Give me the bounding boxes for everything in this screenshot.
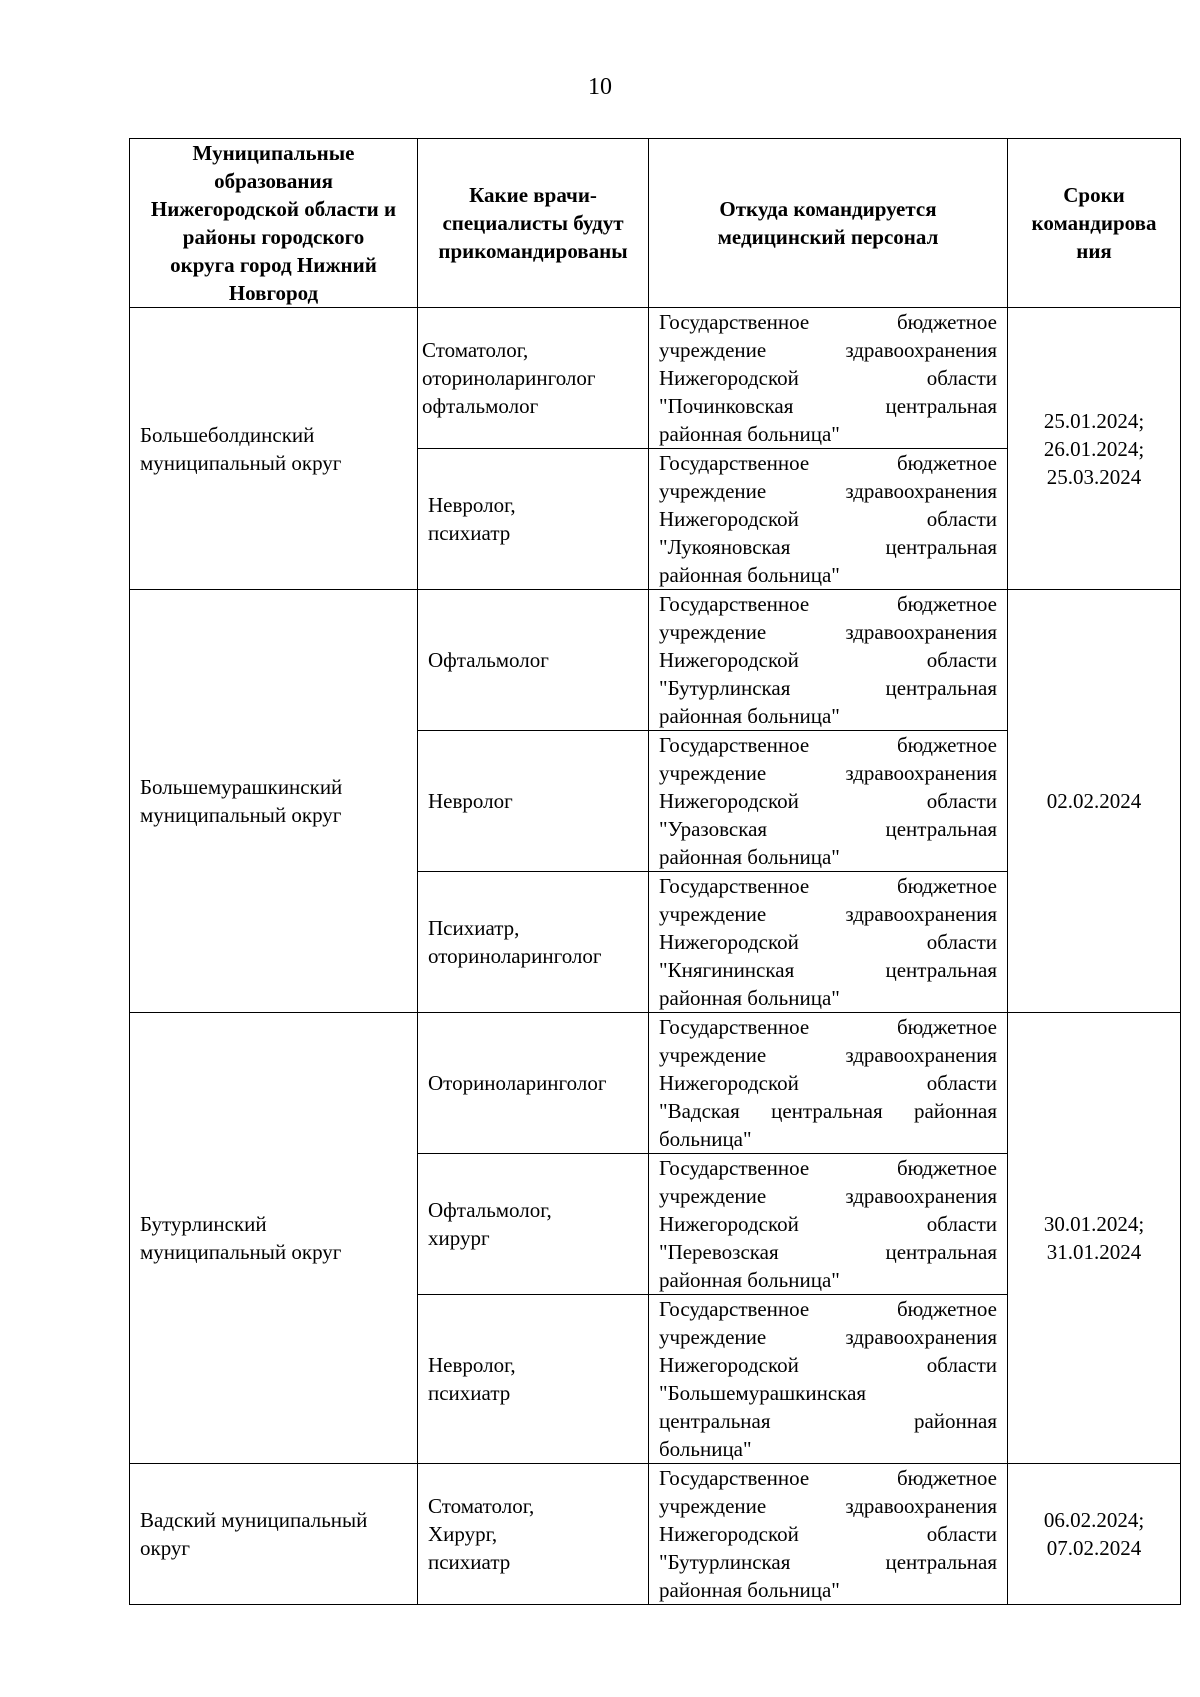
header-line: Сроки: [1063, 183, 1125, 207]
header-line: Какие врачи-: [469, 183, 597, 207]
origin-cell: [649, 731, 1008, 872]
date-line: 25.01.2024;: [1043, 408, 1145, 433]
origin-line: центральная районная: [659, 1409, 997, 1433]
header-line: образования: [214, 169, 333, 193]
specialists-cell: [418, 1464, 649, 1605]
specialists-cell: [418, 1295, 649, 1464]
date-line: 26.01.2024;: [1043, 436, 1145, 461]
header-line: Муниципальные: [192, 141, 355, 165]
origin-line: Нижегородской области: [659, 1212, 997, 1236]
header-line: медицинский персонал: [717, 225, 939, 249]
district-cell: [130, 1464, 418, 1605]
specialist-line: Стоматолог,: [422, 338, 529, 362]
origin-line: Государственное бюджетное: [659, 592, 997, 616]
origin-line: районная больница": [659, 1578, 840, 1602]
origin-line: Государственное бюджетное: [659, 874, 997, 898]
origin-cell: [649, 308, 1008, 449]
origin-line: учреждение здравоохранения: [659, 902, 997, 926]
specialists-cell: [418, 1154, 649, 1295]
page-number: 10: [588, 74, 612, 100]
origin-line: "Уразовская центральная: [659, 817, 997, 841]
header-line: ния: [1076, 239, 1112, 263]
header-line: Нижегородской области и: [150, 197, 397, 221]
header-dates: [1008, 139, 1181, 308]
origin-line: Государственное бюджетное: [659, 451, 997, 475]
origin-line: Государственное бюджетное: [659, 1156, 997, 1180]
origin-cell: [649, 590, 1008, 731]
district-cell: [130, 308, 418, 590]
table-row: [130, 590, 1181, 731]
origin-line: районная больница": [659, 563, 840, 587]
origin-line: Нижегородской области: [659, 366, 997, 390]
origin-line: учреждение здравоохранения: [659, 1184, 997, 1208]
header-origin: [649, 139, 1008, 308]
origin-line: районная больница": [659, 986, 840, 1010]
origin-cell: [649, 1295, 1008, 1464]
specialist-line: Невролог,: [428, 493, 516, 517]
table-header-row: [130, 139, 1181, 308]
specialist-line: Невролог: [428, 789, 513, 813]
district-name-line: Бутурлинский: [140, 1212, 267, 1236]
origin-line: "Починковская центральная: [659, 394, 997, 418]
table-body: [130, 308, 1181, 1605]
header-line: районы городского: [182, 225, 365, 249]
specialists-cell: [418, 731, 649, 872]
specialists-cell: [418, 308, 649, 449]
origin-line: "Княгининская центральная: [659, 958, 997, 982]
date-line: 06.02.2024;: [1043, 1508, 1145, 1532]
header-district: [130, 139, 418, 308]
origin-line: Нижегородской области: [659, 507, 997, 531]
origin-line: Нижегородской области: [659, 1353, 997, 1377]
origin-line: "Бутурлинская центральная: [659, 676, 997, 700]
dates-cell: [1008, 1464, 1181, 1605]
origin-line: Государственное бюджетное: [659, 1015, 997, 1039]
origin-line: больница": [659, 1437, 752, 1461]
origin-cell: [649, 449, 1008, 590]
specialist-line: Стоматолог,: [428, 1494, 535, 1518]
specialist-line: психиатр: [428, 1381, 511, 1405]
origin-line: Нижегородской области: [659, 930, 997, 954]
specialist-line: Офтальмолог: [428, 648, 549, 672]
origin-line: больница": [659, 1127, 752, 1151]
specialist-line: хирург: [428, 1226, 490, 1250]
district-name-line: округ: [140, 1536, 191, 1560]
origin-line: Нижегородской области: [659, 789, 997, 813]
district-name-line: Вадский муниципальный: [140, 1508, 368, 1532]
origin-line: учреждение здравоохранения: [659, 761, 997, 785]
origin-cell: [649, 872, 1008, 1013]
origin-line: Нижегородской области: [659, 1071, 997, 1095]
district-name-line: муниципальный округ: [140, 1240, 342, 1264]
origin-line: учреждение здравоохранения: [659, 1043, 997, 1067]
specialists-cell: [418, 1013, 649, 1154]
specialist-line: Хирург,: [428, 1522, 498, 1546]
date-line: 30.01.2024;: [1043, 1212, 1145, 1236]
specialists-cell: [418, 872, 649, 1013]
specialist-line: Офтальмолог,: [428, 1198, 552, 1222]
origin-line: учреждение здравоохранения: [659, 479, 997, 503]
specialist-line: оториноларинголог: [428, 944, 602, 968]
specialist-line: оториноларинголог: [422, 366, 596, 390]
dates-cell: [1008, 1013, 1181, 1464]
origin-line: "Перевозская центральная: [659, 1240, 997, 1264]
date-line: 07.02.2024: [1046, 1536, 1142, 1560]
origin-line: учреждение здравоохранения: [659, 338, 997, 362]
header-line: Новгород: [228, 281, 319, 305]
assignment-table: [129, 138, 1181, 1605]
origin-line: Нижегородской области: [659, 1522, 997, 1546]
district-name-line: муниципальный округ: [140, 450, 342, 475]
dates-cell: [1008, 590, 1181, 1013]
origin-cell: [649, 1464, 1008, 1605]
header-line: командирова: [1031, 211, 1157, 235]
date-line: 31.01.2024: [1046, 1240, 1142, 1264]
header-line: специалисты будут: [442, 211, 624, 235]
header-line: Откуда командируется: [719, 197, 937, 221]
origin-line: районная больница": [659, 422, 840, 446]
origin-line: "Лукояновская центральная: [659, 535, 997, 559]
origin-line: Государственное бюджетное: [659, 1466, 997, 1490]
origin-line: Нижегородской области: [659, 648, 997, 672]
origin-line: учреждение здравоохранения: [659, 1325, 997, 1349]
specialist-line: Невролог,: [428, 1353, 516, 1377]
origin-line: районная больница": [659, 704, 840, 728]
specialist-line: Оториноларинголог: [428, 1071, 607, 1095]
origin-line: Государственное бюджетное: [659, 1297, 997, 1321]
table-row: [130, 1464, 1181, 1605]
district-name-line: муниципальный округ: [140, 803, 342, 827]
specialists-cell: [418, 449, 649, 590]
district-cell: [130, 1013, 418, 1464]
origin-cell: [649, 1154, 1008, 1295]
origin-line: "Бутурлинская центральная: [659, 1550, 997, 1574]
date-line: 25.03.2024: [1046, 464, 1142, 489]
district-name-line: Большемурашкинский: [140, 775, 343, 799]
origin-line: учреждение здравоохранения: [659, 1494, 997, 1518]
origin-line: "Большемурашкинская: [659, 1381, 867, 1405]
header-specialists: [418, 139, 649, 308]
origin-line: районная больница": [659, 845, 840, 869]
table-row: [130, 308, 1181, 449]
specialists-cell: [418, 590, 649, 731]
specialist-line: Психиатр,: [428, 916, 520, 940]
district-cell: [130, 590, 418, 1013]
origin-line: "Вадская центральная районная: [659, 1099, 997, 1123]
origin-line: районная больница": [659, 1268, 840, 1292]
origin-line: учреждение здравоохранения: [659, 620, 997, 644]
dates-cell: [1008, 308, 1181, 590]
specialist-line: психиатр: [428, 1550, 511, 1574]
origin-line: Государственное бюджетное: [659, 310, 997, 334]
header-line: прикомандированы: [438, 239, 628, 263]
district-name-line: Большеболдинский: [140, 422, 315, 447]
table-row: [130, 1013, 1181, 1154]
header-line: округа город Нижний: [170, 253, 377, 277]
specialist-line: офтальмолог: [422, 394, 539, 418]
date-line: 02.02.2024: [1046, 789, 1142, 813]
specialist-line: психиатр: [428, 521, 511, 545]
origin-line: Государственное бюджетное: [659, 733, 997, 757]
origin-cell: [649, 1013, 1008, 1154]
